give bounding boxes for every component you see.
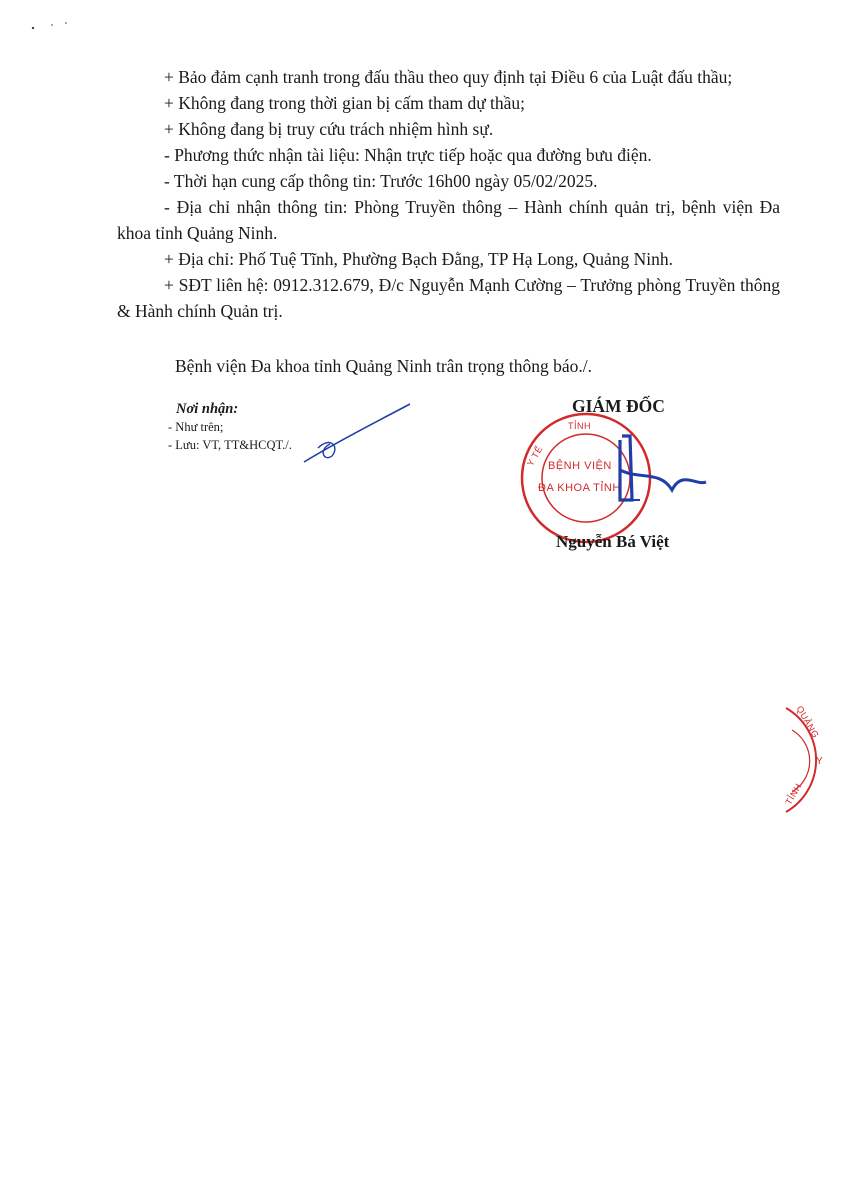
seal-arc-top: TỈNH [568,421,591,431]
scan-dots [30,18,80,37]
seal-arc-left: Y TẾ [525,444,545,468]
edge-seal-text-2: Y [816,756,824,767]
edge-seal-text-3: TỈNH [783,781,804,807]
official-seal [516,408,656,548]
recipient-item-1: - Như trên; [168,420,224,434]
seal-line-1: BỆNH VIỆN [548,460,612,472]
body-line-8: + SĐT liên hệ: 0912.312.679, Đ/c Nguyễn Mạnh Cường – Trưởng phòng Truyền thông & Hành chính Quản trị. [117,275,780,321]
recipient-item-2: - Lưu: VT, TT&HCQT./. [168,438,292,452]
recipients-block [168,400,292,454]
body-line-6: - Địa chỉ nhận thông tin: Phòng Truyền thông – Hành chính quản trị, bệnh viện Đa khoa tỉnh Quảng Ninh. [117,197,780,243]
body-line-5: - Thời hạn cung cấp thông tin: Trước 16h00 ngày 05/02/2025. [164,171,598,191]
body-line-4: - Phương thức nhận tài liệu: Nhận trực tiếp hoặc qua đường bưu điện. [164,145,652,165]
recipients-title: Nơi nhận: [176,401,239,417]
edge-seal-fragment [740,700,844,820]
closing-sentence: Bệnh viện Đa khoa tỉnh Quảng Ninh trân trọng thông báo./. [175,356,593,376]
body-line-1: + Bảo đảm cạnh tranh trong đấu thầu theo quy định tại Điều 6 của Luật đấu thầu; [164,67,733,87]
scan-dots-graphic [30,18,80,32]
signer-name: Nguyễn Bá Việt [556,532,670,551]
body-line-3: + Không đang bị truy cứu trách nhiệm hình sự. [164,119,494,139]
signer-title: GIÁM ĐỐC [572,396,665,416]
body-text [117,64,780,324]
seal-line-2: ĐA KHOA TỈNH [538,482,621,494]
body-line-7: + Địa chỉ: Phố Tuệ Tĩnh, Phường Bạch Đằng, TP Hạ Long, Quảng Ninh. [164,249,674,269]
edge-seal-text-1: QUẢNG [794,704,821,740]
body-line-2: + Không đang trong thời gian bị cấm tham dự thầu; [164,93,526,113]
